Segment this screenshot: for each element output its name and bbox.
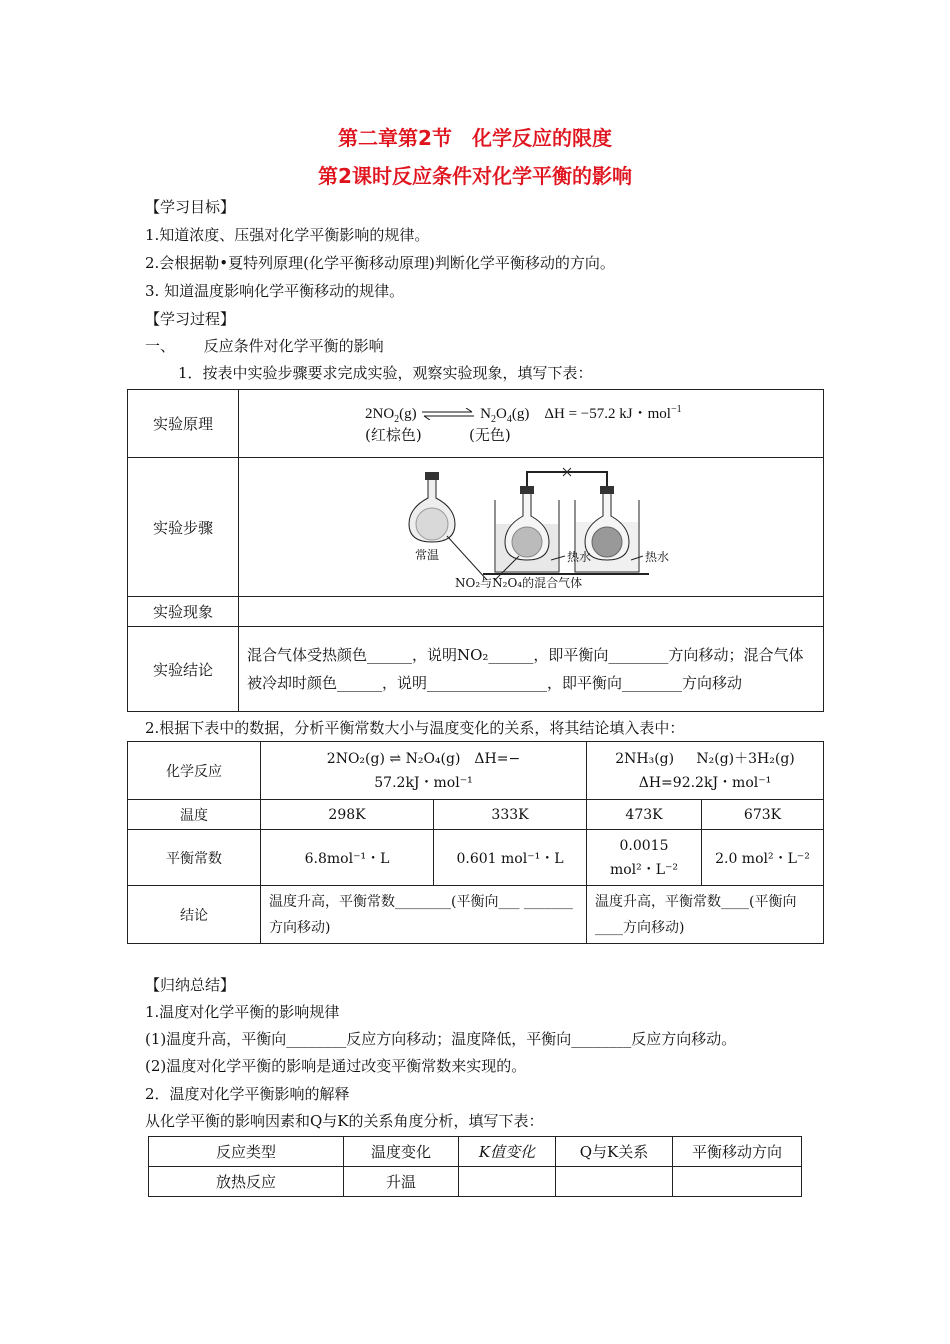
equilibrium-constant-table [127,741,824,944]
section-heading: 一、 反应条件对化学平衡的影响 [145,337,384,355]
row-cell [459,1167,556,1197]
header-cell: 平衡移动方向 [673,1137,802,1167]
header-conclusion: 结论 [128,886,261,944]
conclusion-2: 温度升高，平衡常数____(平衡向____方向移动) [587,886,824,944]
header-temperature: 温度 [128,800,261,830]
analysis-table [148,1136,802,1197]
objective-item: 1.知道浓度、压强对化学平衡影响的规律。 [145,226,430,244]
step1-text: 1．按表中实验步骤要求完成实验，观察实验现象，填写下表： [178,364,593,382]
reaction-1: 2NO₂(g) ⇌ N₂O₄(g) ΔH=− 57.2kJ・mol⁻¹ [261,742,587,800]
header-reaction: 化学反应 [128,742,261,800]
color-note-left: (红棕色) [365,425,422,444]
equilibrium-arrow-icon: ⇌ [389,750,402,767]
label-room-temp: 常温 [415,548,440,562]
k-cell: 6.8mol⁻¹・L [261,830,434,886]
temp-cell: 473K [587,800,702,830]
temp-cell: 298K [261,800,434,830]
header-cell: Q与K关系 [556,1137,673,1167]
summary-line: 从化学平衡的影响因素和Q与K的关系角度分析，填写下表： [145,1112,544,1130]
objective-item: 3. 知道温度影响化学平衡移动的规律。 [145,282,405,300]
row-cell [673,1167,802,1197]
reaction-2: 2NH₃(g) N₂(g)＋3H₂(g) ΔH=92.2kJ・mol⁻¹ [587,742,824,800]
header-cell: 温度变化 [344,1137,459,1167]
step2-text: 2.根据下表中的数据，分析平衡常数大小与温度变化的关系，将其结论填入表中： [145,719,685,737]
cell-conclusion: 混合气体受热颜色______，说明NO₂______，即平衡向________方向移动；混合气体被冷却时颜色______，说明________________，即平衡向________方向移动 [239,627,824,712]
summary-line: 2．温度对化学平衡影响的解释 [145,1085,350,1103]
page-subtitle: 第2课时反应条件对化学平衡的影响 [318,164,632,188]
label-hot-water-2: 热水 [645,550,670,564]
color-note-right: (无色) [469,425,511,444]
header-cell: 反应类型 [149,1137,344,1167]
summary-line: (2)温度对化学平衡的影响是通过改变平衡常数来实现的。 [145,1057,527,1075]
label-gas-mixture: NO₂与N₂O₄的混合气体 [455,576,583,590]
temp-cell: 673K [702,800,824,830]
k-cell: 0.0015 mol²・L⁻² [587,830,702,886]
cell-principle [239,390,824,458]
k-cell: 2.0 mol²・L⁻² [702,830,824,886]
summary-line: (1)温度升高，平衡向________反应方向移动；温度降低，平衡向________反应方向移动。 [145,1030,737,1048]
cell-phenomenon-label: 实验现象 [128,597,239,627]
experiment-table [127,389,824,712]
equilibrium-arrow-icon [420,408,476,420]
process-heading: 【学习过程】 [145,310,236,328]
cell-conclusion-label: 实验结论 [128,627,239,712]
summary-heading: 【归纳总结】 [145,976,236,994]
header-cell: K值变化 [459,1137,556,1167]
conclusion-1: 温度升高，平衡常数________(平衡向___ _______方向移动) [261,886,587,944]
header-k: 平衡常数 [128,830,261,886]
row-cell: 放热反应 [149,1167,344,1197]
k-cell: 0.601 mol⁻¹・L [434,830,587,886]
row-cell [556,1167,673,1197]
equation: $2NO_2(g)$ $N_2O_4(g)$ ΔH = −57.2 kJ・mol$^{-1}$ [365,403,682,425]
cell-steps [239,458,824,597]
cell-steps-label: 实验步骤 [128,458,239,597]
cell-phenomenon [239,597,824,627]
objective-item: 2.会根据勒•夏特列原理(化学平衡移动原理)判断化学平衡移动的方向。 [145,254,615,272]
page-title: 第二章第2节 化学反应的限度 [338,126,612,150]
temp-cell: 333K [434,800,587,830]
label-hot-water-1: 热水 [567,550,592,564]
row-cell: 升温 [344,1167,459,1197]
objectives-heading: 【学习目标】 [145,198,236,216]
summary-line: 1.温度对化学平衡的影响规律 [145,1003,340,1021]
cell-principle-label: 实验原理 [128,390,239,458]
